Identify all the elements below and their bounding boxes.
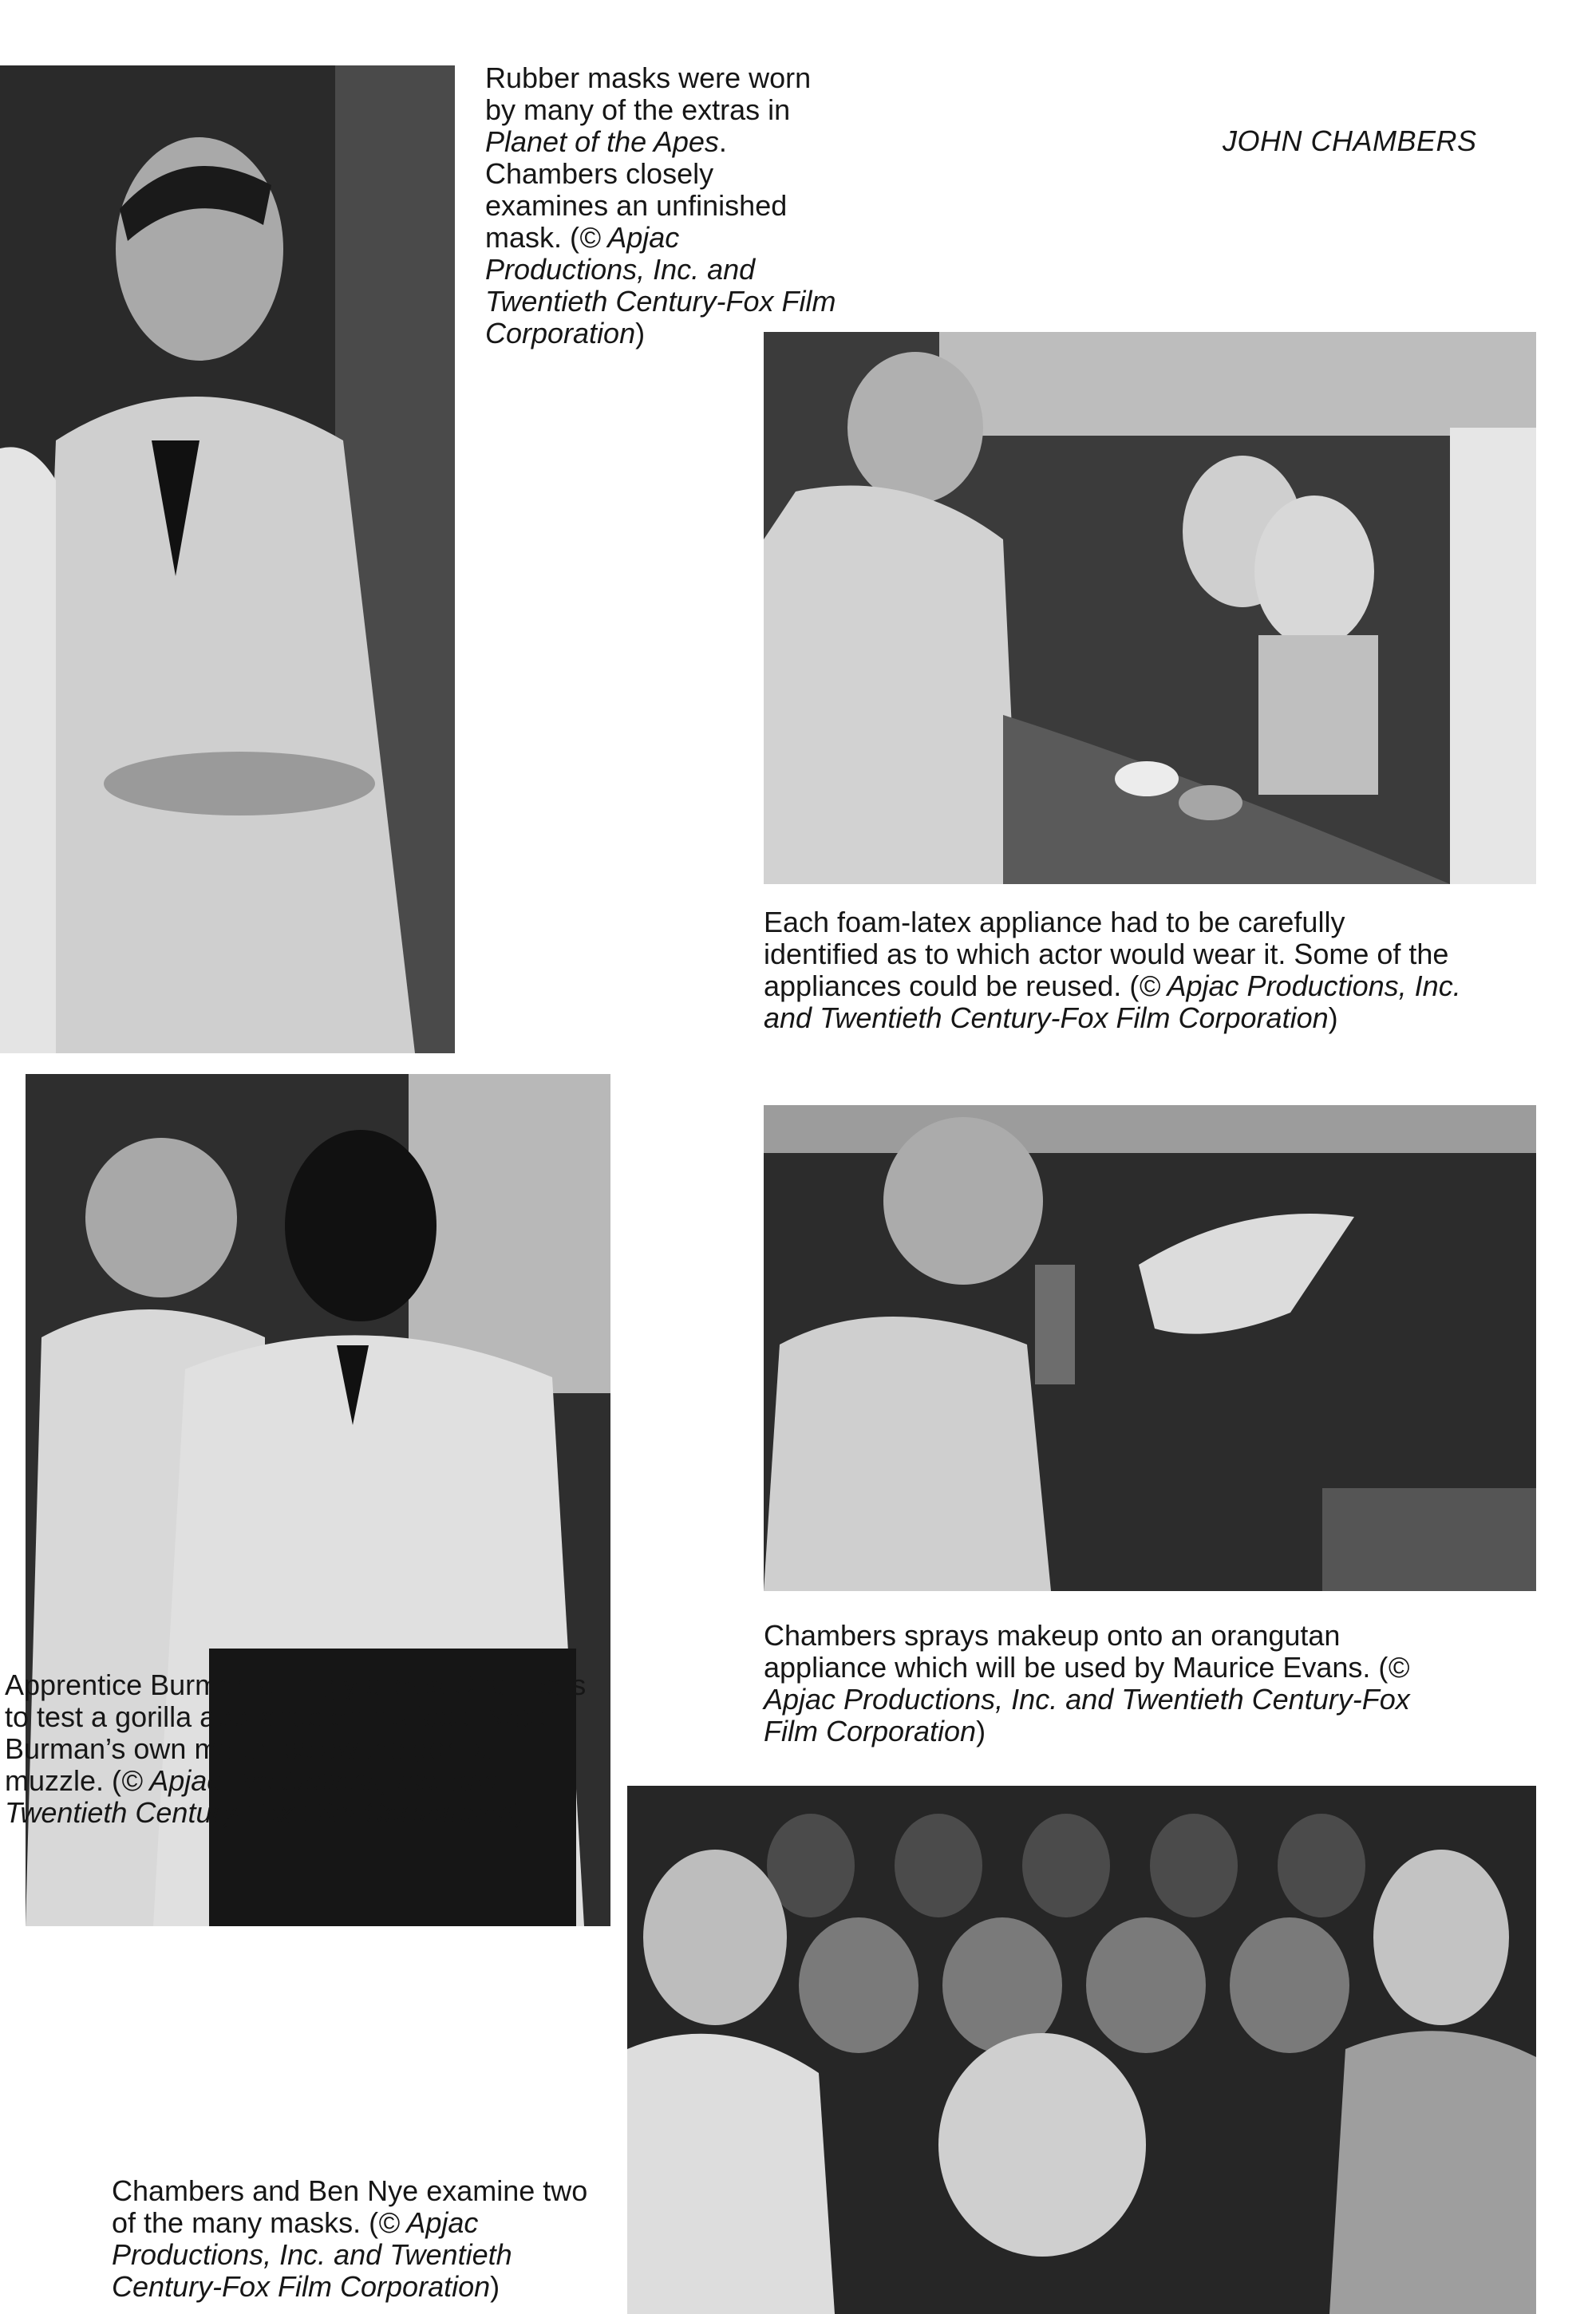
caption-rubber-masks-credit: © Apjac Productions, Inc. and Twentieth Century-Fox Film Corporation: [485, 221, 836, 349]
caption-sprays: [764, 1620, 1466, 1747]
caption-burman: [5, 1669, 587, 1829]
caption-sprays-text: Chambers sprays makeup onto an orangutan appliance which will be used by Maurice Evans. (: [764, 1619, 1389, 1684]
caption-foam-latex-close: ): [1328, 1001, 1338, 1034]
photo-chambers-examining-mask: [0, 65, 455, 1053]
caption-ben-nye: [112, 2175, 606, 2303]
caption-foam-latex-credit: © Apjac Productions, Inc. and Twentieth Century-Fox Film Corporation: [764, 969, 1461, 1034]
caption-rubber-masks-close: ): [635, 317, 646, 349]
caption-burman-text: Apprentice Burman willingly allows Chambers to test a gorilla appliance on his face. Note Burman’s own mouth below the gorilla muzzle. (: [5, 1668, 587, 1797]
photo-chambers-ben-nye-masks: [627, 1786, 1536, 2314]
caption-burman-credit: © Apjac Productions, Inc. and Twentieth Century-Fox Film Corporation: [5, 1764, 514, 1829]
caption-rubber-masks: [485, 62, 836, 349]
caption-rubber-masks-film-title: Planet of the Apes: [485, 125, 719, 158]
caption-rubber-masks-text2: . Chambers closely examines an unfinished mask. (: [485, 125, 788, 254]
caption-sprays-close: ): [976, 1715, 986, 1747]
photo-spraying-orangutan-appliance: [764, 1105, 1536, 1591]
photo-foam-latex-appliances: [764, 332, 1536, 884]
caption-burman-close: ): [513, 1796, 523, 1829]
caption-foam-latex: [764, 906, 1466, 1034]
running-head: JOHN CHAMBERS: [1223, 124, 1477, 157]
caption-ben-nye-credit: © Apjac Productions, Inc. and Twentieth Century-Fox Film Corporation: [112, 2206, 512, 2303]
caption-ben-nye-close: ): [490, 2270, 500, 2303]
caption-foam-latex-text: Each foam-latex appliance had to be carefully identified as to which actor would wear it. Some of the appliances could be reused. (: [764, 906, 1449, 1002]
caption-ben-nye-text: Chambers and Ben Nye examine two of the many masks. (: [112, 2174, 588, 2239]
caption-rubber-masks-text: Rubber masks were worn by many of the extras in: [485, 61, 812, 126]
caption-sprays-credit: © Apjac Productions, Inc. and Twentieth Century-Fox Film Corporation: [764, 1651, 1410, 1747]
